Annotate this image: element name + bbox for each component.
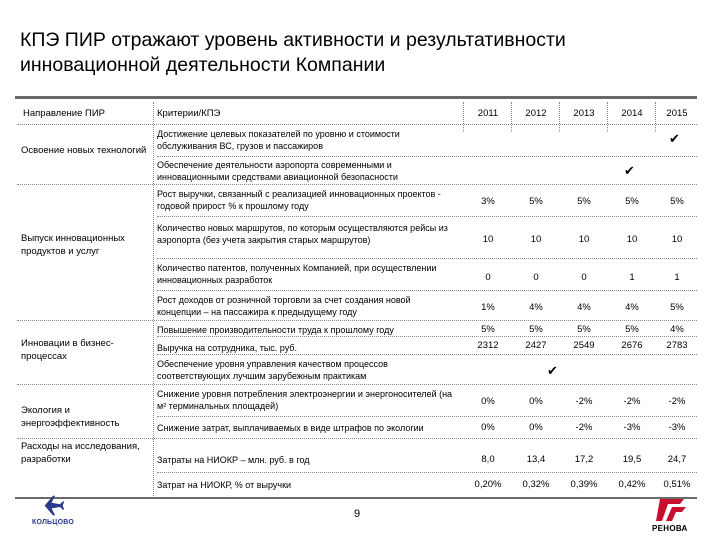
value-cell: 17,2 [574,454,594,465]
value-cell: 1% [481,302,495,313]
column-separator [559,102,560,132]
renova-mark-icon [650,495,698,525]
row-separator [17,438,697,439]
header-year-2012: 2012 [525,108,547,119]
row-separator [17,184,697,185]
row-separator [157,336,697,337]
value-cell: 0,51% [663,479,691,490]
criteria-cell: Снижение уровня потребления электроэнергии и энергоносителей (на м² терминальных площадей) [157,389,453,411]
value-cell: 1 [629,272,635,283]
value-cell: 5% [529,324,543,335]
criteria-cell: Количество новых маршрутов, по которым осуществляются рейсы из аэропорта (без учета закрытия старых маршрутов) [157,223,448,245]
value-cell: -3% [623,422,641,433]
value-cell: 5% [577,196,591,207]
value-cell: 5% [625,324,639,335]
value-cell: -2% [623,396,641,407]
column-separator [607,102,608,132]
direction-rnd-expenses: Расходы на исследования, разработки [21,441,140,465]
header-criteria: Критерии/КПЭ [157,108,221,119]
column-separator [655,102,656,132]
direction-ecology: Экология и энергоэффективность [21,405,120,429]
criteria-cell: Количество патентов, полученных Компанией, при осуществлении инновационных разработок [157,263,437,285]
row-separator [157,156,697,157]
value-cell: 5% [670,302,684,313]
value-cell: 2312 [477,340,499,351]
value-cell: 0 [533,272,539,283]
value-cell: 2676 [621,340,643,351]
value-cell: 5% [481,324,495,335]
value-cell: 2427 [525,340,547,351]
value-cell: 0,32% [522,479,550,490]
check-icon: ✔ [547,363,558,378]
row-separator [157,290,697,291]
row-separator [157,354,697,355]
column-separator [153,102,154,496]
value-cell: 10 [482,234,494,245]
criteria-cell: Затраты на НИОКР – млн. руб. в год [157,455,310,465]
check-icon: ✔ [624,163,635,178]
value-cell: 19,5 [622,454,642,465]
column-separator [463,102,464,132]
criteria-cell: Достижение целевых показателей по уровню и стоимости обслуживания ВС, грузов и пассажиров [157,129,400,151]
row-separator [17,384,697,385]
value-cell: 0% [481,422,495,433]
slide-title: КПЭ ПИР отражают уровень активности и результативности инновационной деятельности Компании [20,29,566,76]
value-cell: 0,39% [570,479,598,490]
value-cell: 5% [529,196,543,207]
row-separator [157,416,697,417]
value-cell: 13,4 [526,454,546,465]
kpi-table [17,102,697,496]
row-separator [157,258,697,259]
value-cell: 0 [485,272,491,283]
value-cell: 10 [671,234,683,245]
direction-innovative-products: Выпуск инновационных продуктов и услуг [21,233,125,257]
airplane-icon [30,495,90,535]
value-cell: 2549 [573,340,595,351]
top-rule [15,96,697,99]
renova-logo [650,495,698,537]
value-cell: -2% [575,422,593,433]
header-direction: Направление ПИР [23,108,105,119]
value-cell: 5% [670,196,684,207]
criteria-cell: Обеспечение уровня управления качеством процессов соответствующих лучшим зарубежным практикам [157,359,388,381]
value-cell: 8,0 [481,454,495,465]
koltsovo-logo [30,495,90,535]
criteria-cell: Выручка на сотрудника, тыс. руб. [157,343,297,353]
row-separator [17,320,697,321]
value-cell: 0% [481,396,495,407]
direction-new-technologies: Освоение новых технологий [21,145,147,156]
header-year-2014: 2014 [621,108,643,119]
value-cell: 2783 [666,340,688,351]
value-cell: 1 [674,272,680,283]
criteria-cell: Обеспечение деятельности аэропорта современными и инновационными средствами авиационной безопасности [157,160,398,182]
value-cell: 10 [530,234,542,245]
bottom-rule [15,497,697,499]
value-cell: 10 [626,234,638,245]
value-cell: 0,20% [474,479,502,490]
value-cell: 0% [529,396,543,407]
criteria-cell: Снижение затрат, выплачиваемых в виде штрафов по экологии [157,423,424,433]
value-cell: -2% [575,396,593,407]
value-cell: 0 [581,272,587,283]
header-year-2013: 2013 [573,108,595,119]
value-cell: 10 [578,234,590,245]
value-cell: 5% [625,196,639,207]
column-separator [511,102,512,132]
direction-business-innovation: Инновации в бизнес-процессах [21,338,114,362]
criteria-cell: Повышение производительности труда к прошлому году [157,325,394,335]
row-separator [17,124,697,125]
value-cell: 24,7 [667,454,687,465]
header-year-2011: 2011 [477,108,499,119]
value-cell: -2% [668,396,686,407]
value-cell: -3% [668,422,686,433]
criteria-cell: Затрат на НИОКР, % от выручки [157,480,292,490]
value-cell: 4% [577,302,591,313]
page-number: 9 [354,508,361,520]
header-year-2015: 2015 [666,108,688,119]
value-cell: 5% [577,324,591,335]
check-icon: ✔ [669,131,680,146]
criteria-cell: Рост выручки, связанный с реализацией инновационных проектов - годовой прирост % к прошлому году [157,189,441,211]
value-cell: 0,42% [618,479,646,490]
criteria-cell: Рост доходов от розничной торговли за счет создания новой концепции – на пассажира к предыдущему году [157,295,411,317]
value-cell: 3% [481,196,495,207]
value-cell: 4% [670,324,684,335]
row-separator [157,472,697,473]
value-cell: 0% [529,422,543,433]
value-cell: 4% [529,302,543,313]
value-cell: 4% [625,302,639,313]
row-separator [157,216,697,217]
renova-logo-text: РЕНОВА [652,524,688,533]
koltsovo-logo-text: КОЛЬЦОВО [32,519,74,526]
